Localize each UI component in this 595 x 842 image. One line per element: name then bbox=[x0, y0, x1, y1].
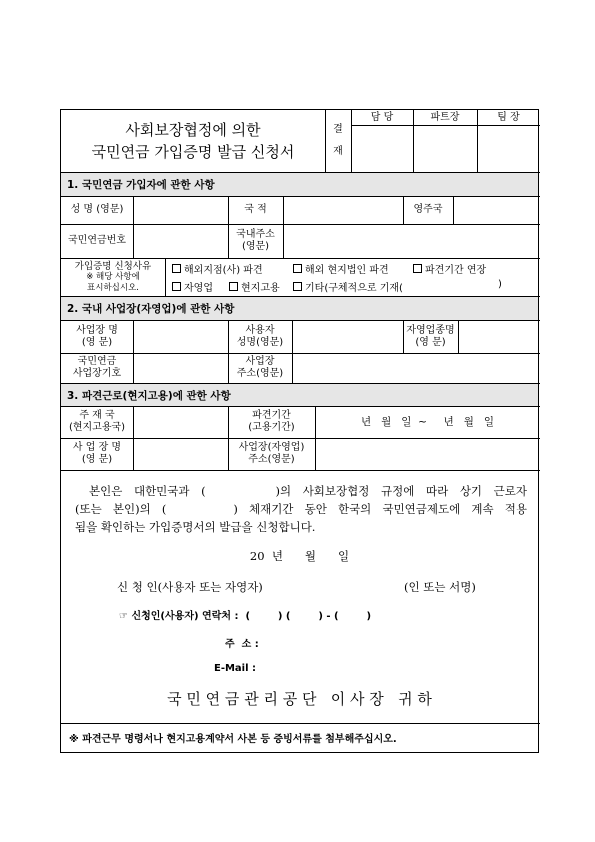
option-overseas-branch[interactable] bbox=[172, 261, 263, 276]
host-country-label-1: 주 재 국 bbox=[79, 410, 115, 421]
checkbox-icon[interactable] bbox=[172, 282, 181, 291]
declaration-line1: 본인은 대한민국과 ( )의 사회보장협정 규정에 따라 상기 근로자 bbox=[89, 484, 527, 498]
approval-label-2: 재 bbox=[333, 146, 343, 157]
declaration-line2: (또는 본인)의 ( ) 체재기간 동안 한국의 국민연금제도에 계속 적용 bbox=[75, 502, 527, 516]
approval-sign-staff[interactable] bbox=[351, 125, 413, 172]
workplace-address-label-1: 사업장(자영업) bbox=[238, 442, 305, 453]
application-date[interactable]: 20 년 월 일 bbox=[249, 549, 350, 563]
pension-number-field[interactable] bbox=[133, 224, 228, 258]
dispatch-period-label-1: 파견기간 bbox=[252, 410, 291, 421]
workplace-name-field[interactable] bbox=[133, 438, 228, 470]
section2-heading: 2. 국내 사업장(자영업)에 관한 사항 bbox=[61, 297, 538, 320]
residence-label: 영주국 bbox=[413, 204, 443, 215]
option-other-close: ) bbox=[498, 279, 502, 290]
applicant-label: 신 청 인(사용자 또는 자영자) bbox=[117, 580, 263, 594]
employer-name-field[interactable] bbox=[292, 320, 403, 353]
dispatch-period-field[interactable]: 년 월 일 ~ 년 월 일 bbox=[360, 416, 495, 428]
employer-name-label-1: 사용자 bbox=[245, 324, 275, 336]
workplace-address-label bbox=[228, 438, 315, 470]
option-overseas-branch-label: 해외지점(사) 파견 bbox=[184, 265, 263, 276]
form-title bbox=[61, 110, 325, 172]
checkbox-icon[interactable] bbox=[229, 282, 238, 291]
selfemp-type-label bbox=[403, 320, 458, 353]
section3-heading: 3. 파견근로(현지고용)에 관한 사항 bbox=[61, 384, 538, 406]
option-self-employed[interactable] bbox=[172, 279, 213, 294]
approver-staff: 담 당 bbox=[370, 111, 394, 123]
reason-label bbox=[61, 258, 165, 296]
addressee: 국 민 연 금 관 리 공 단 이 사 장 귀 하 bbox=[167, 690, 432, 708]
checkbox-icon[interactable] bbox=[413, 264, 422, 273]
seal-or-signature[interactable]: (인 또는 서명) bbox=[404, 580, 476, 594]
form-title-line2: 국민연금 가입증명 발급 신청서 bbox=[91, 143, 295, 161]
footer-note: ※ 파견근무 명령서나 현지고용계약서 사본 등 증빙서류를 첨부해주십시오. bbox=[69, 734, 397, 745]
workplace-address-label-2: 주소(영문) bbox=[248, 454, 295, 465]
biz-address-label-2: 주소(영문) bbox=[236, 368, 284, 379]
domestic-address-label-1: 국내주소 bbox=[236, 229, 275, 240]
declaration-line3: 됨을 확인하는 가입증명서의 발급을 신청합니다. bbox=[75, 520, 316, 534]
host-country-label-2: (현지고용국) bbox=[68, 422, 126, 433]
selfemp-type-field[interactable] bbox=[458, 320, 540, 353]
workplace-address-field[interactable] bbox=[315, 438, 540, 470]
dispatch-period-label bbox=[228, 406, 315, 438]
checkbox-icon[interactable] bbox=[172, 264, 181, 273]
approval-label-1: 결 bbox=[333, 124, 343, 135]
workplace-name-label-1: 사 업 장 명 bbox=[72, 442, 122, 453]
biz-number-field[interactable] bbox=[133, 353, 228, 383]
checkbox-icon[interactable] bbox=[293, 282, 302, 291]
selfemp-type-label-2: (영 문) bbox=[415, 336, 446, 348]
dispatch-period-label-2: (고용기간) bbox=[248, 422, 295, 433]
option-self-employed-label: 자영업 bbox=[184, 283, 213, 294]
pension-number-label: 국민연금번호 bbox=[68, 235, 126, 246]
approval-sign-part-leader[interactable] bbox=[413, 125, 477, 172]
nationality-label: 국 적 bbox=[244, 204, 267, 215]
name-field[interactable] bbox=[133, 196, 228, 224]
residence-field[interactable] bbox=[453, 196, 540, 224]
applicant-contact[interactable]: ☞ 신청인(사용자) 연락처 : ( ) ( ) - ( ) bbox=[119, 611, 372, 622]
reason-label-2: ※ 해당 사항에 bbox=[86, 271, 140, 282]
workplace-name-label bbox=[61, 438, 133, 470]
option-overseas-subsidiary-label: 해외 현지법인 파견 bbox=[305, 265, 389, 276]
biz-address-label bbox=[228, 353, 292, 383]
biz-address-field[interactable] bbox=[292, 353, 540, 383]
applicant-email[interactable]: E-Mail : bbox=[214, 663, 257, 674]
reason-label-1: 가입증명 신청사유 bbox=[74, 260, 152, 272]
option-local-hire-label: 현지고용 bbox=[241, 283, 280, 294]
biz-number-label-2: 사업장기호 bbox=[72, 368, 122, 379]
reason-label-3: 표시하십시오. bbox=[87, 282, 139, 293]
option-other-label: 기타(구체적으로 기재( bbox=[305, 283, 403, 294]
biz-number-label bbox=[61, 353, 133, 383]
application-form bbox=[60, 109, 539, 753]
nationality-field[interactable] bbox=[283, 196, 403, 224]
approver-team-leader: 팀 장 bbox=[497, 111, 520, 123]
approval-label bbox=[325, 110, 351, 172]
option-other[interactable] bbox=[293, 279, 403, 294]
domestic-address-label bbox=[228, 224, 283, 258]
biz-address-label-1: 사업장 bbox=[245, 356, 275, 367]
biz-name-label-2: (영 문) bbox=[81, 336, 113, 348]
name-label: 성 명 (영문) bbox=[70, 204, 124, 215]
approval-sign-team-leader[interactable] bbox=[477, 125, 540, 172]
host-country-label bbox=[61, 406, 133, 438]
biz-name-label-1: 사업장 명 bbox=[76, 324, 118, 336]
approver-part-leader: 파트장 bbox=[430, 111, 460, 123]
employer-name-label bbox=[228, 320, 292, 353]
option-overseas-subsidiary[interactable] bbox=[293, 261, 389, 276]
option-extension[interactable] bbox=[413, 261, 486, 276]
biz-name-label bbox=[61, 320, 133, 353]
domestic-address-field[interactable] bbox=[283, 224, 540, 258]
applicant-address[interactable]: 주 소 : bbox=[225, 639, 259, 650]
workplace-name-label-2: (영 문) bbox=[81, 454, 113, 465]
employer-name-label-2: 성명(영문) bbox=[236, 336, 284, 348]
option-extension-label: 파견기간 연장 bbox=[425, 265, 487, 276]
option-local-hire[interactable] bbox=[229, 279, 280, 294]
biz-number-label-1: 국민연금 bbox=[77, 356, 117, 367]
checkbox-icon[interactable] bbox=[293, 264, 302, 273]
biz-name-field[interactable] bbox=[133, 320, 228, 353]
host-country-field[interactable] bbox=[133, 406, 228, 438]
selfemp-type-label-1: 자영업종명 bbox=[406, 324, 455, 336]
domestic-address-label-2: (영문) bbox=[241, 241, 270, 252]
section1-heading: 1. 국민연금 가입자에 관한 사항 bbox=[61, 173, 538, 196]
form-title-line1: 사회보장협정에 의한 bbox=[125, 121, 261, 139]
